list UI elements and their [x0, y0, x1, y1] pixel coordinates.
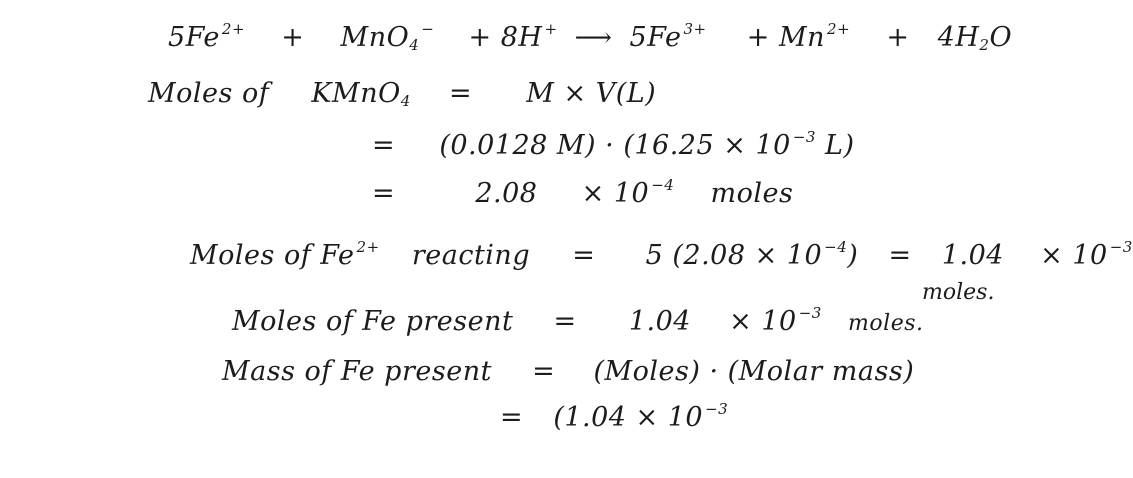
- plus-sign: +: [468, 22, 492, 53]
- product-fe3: 5Fe: [629, 22, 682, 53]
- equals-sign: =: [372, 130, 396, 161]
- equals-sign: =: [372, 178, 396, 209]
- kmno4-compound: KMnO: [311, 78, 401, 109]
- fe-mass-substitution-line: [500, 400, 729, 433]
- fe2-reacting-unit: moles.: [922, 280, 995, 305]
- product-water-o: O: [989, 22, 1013, 53]
- kmno4-label: Moles of: [148, 78, 270, 109]
- plus-sign: +: [281, 22, 305, 53]
- plus-sign: +: [746, 22, 770, 53]
- kmno4-substitution-exponent: −3: [792, 128, 816, 146]
- product-mn: Mn: [778, 22, 826, 53]
- reactant-fe2: 5Fe: [168, 22, 220, 53]
- kmno4-result-power: × 10: [581, 178, 650, 209]
- balanced-equation: [168, 20, 1013, 54]
- fe2-reacting-line: [190, 238, 1133, 271]
- fe2-reacting-exponent: −3: [1109, 238, 1133, 256]
- kmno4-result-value: 2.08: [475, 178, 538, 209]
- reactant-h-charge: +: [544, 20, 558, 38]
- kmno4-result-line: [372, 176, 794, 209]
- fe-present-moles-unit: moles.: [848, 311, 924, 336]
- kmno4-formula: M × V(L): [526, 78, 657, 109]
- fe2-reacting-label: Moles of Fe: [190, 240, 355, 271]
- reactant-h: 8H: [500, 22, 543, 53]
- kmno4-moles-line: [148, 78, 657, 110]
- plus-sign: +: [886, 22, 910, 53]
- reaction-arrow-icon: ⟶: [574, 23, 613, 53]
- fe-present-moles-value: 1.04: [628, 306, 691, 337]
- fe2-reacting-value: 1.04: [941, 240, 1004, 271]
- kmno4-result-exponent: −4: [651, 176, 675, 194]
- fe-mass-substitution: (1.04 × 10: [553, 402, 704, 433]
- equals-sign: =: [448, 78, 473, 109]
- fe-present-moles-power: × 10: [729, 306, 797, 337]
- fe2-reacting-unit-line: [922, 282, 994, 304]
- kmno4-substitution-line: [372, 128, 855, 161]
- equals-sign: =: [572, 240, 596, 271]
- fe2-reacting-power: × 10: [1040, 240, 1108, 271]
- fe2-reacting-expression-exponent: −4: [824, 238, 848, 256]
- equals-sign: =: [888, 240, 912, 271]
- product-water: 4H: [937, 22, 980, 53]
- reactant-fe2-charge: 2+: [221, 20, 246, 38]
- fe-mass-expression: (Moles) · (Molar mass): [593, 356, 915, 387]
- fe-mass-line: [222, 358, 914, 385]
- equals-sign: =: [553, 306, 577, 337]
- product-mn-charge: 2+: [827, 20, 851, 38]
- fe-present-moles-line: [232, 304, 924, 337]
- fe-present-moles-label: Moles of Fe present: [232, 306, 514, 337]
- kmno4-result-unit: moles: [710, 178, 794, 209]
- product-fe3-charge: 3+: [683, 20, 707, 38]
- reactant-mno4: MnO: [340, 22, 410, 53]
- fe2-reacting-expression-close: ): [847, 240, 859, 271]
- fe-mass-substitution-exponent: −3: [705, 400, 729, 418]
- kmno4-compound-subscript: 4: [400, 92, 411, 110]
- fe2-reacting-label-charge: 2+: [356, 238, 380, 256]
- kmno4-substitution-unit: L): [815, 130, 855, 161]
- reactant-mno4-charge: −: [421, 20, 435, 38]
- reactant-mno4-subscript: 4: [409, 36, 420, 54]
- product-water-subscript: 2: [979, 36, 990, 54]
- fe2-reacting-label-rest: reacting: [411, 240, 531, 271]
- fe-present-moles-exponent: −3: [798, 304, 822, 322]
- equals-sign: =: [500, 402, 524, 433]
- fe-mass-label: Mass of Fe present: [222, 356, 492, 387]
- equals-sign: =: [532, 356, 556, 387]
- fe2-reacting-expression: 5 (2.08 × 10: [645, 240, 823, 271]
- kmno4-substitution: (0.0128 M) · (16.25 × 10: [439, 130, 791, 161]
